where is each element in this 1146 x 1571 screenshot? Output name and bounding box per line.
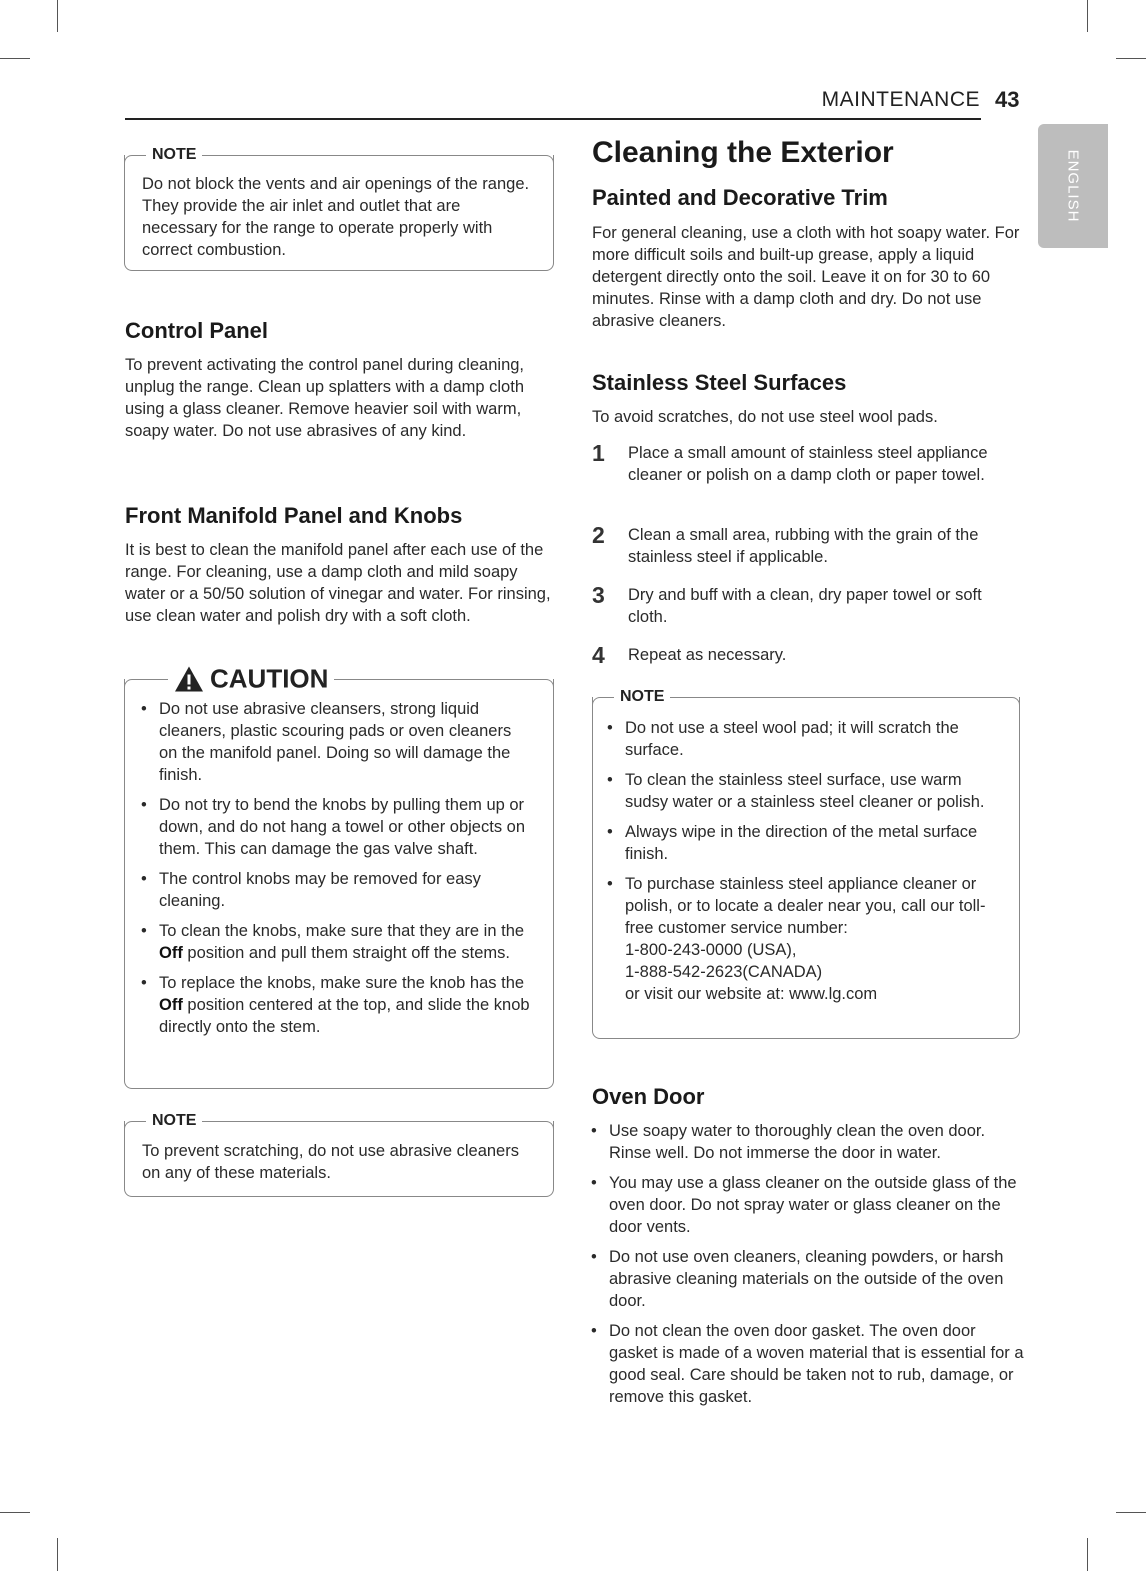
list-item-text: position centered at the top, and slide the knob directly onto the stem. <box>159 996 530 1036</box>
crop-mark <box>0 58 30 59</box>
language-tab <box>1038 124 1108 248</box>
list-item <box>603 873 1008 1005</box>
list-item: • Do not use abrasive cleansers, strong liquid cleaners, plastic scouring pads or oven cleaners on the manifold panel. Doing so will damage the finish. <box>137 698 532 786</box>
header-divider <box>125 118 981 120</box>
oven-door-list <box>587 1120 1027 1416</box>
note-text: To prevent scratching, do not use abrasive cleaners on any of these materials. <box>142 1142 519 1182</box>
step-text: Repeat as necessary. <box>628 646 787 664</box>
paragraph: It is best to clean the manifold panel after each use of the range. For cleaning, use a damp cloth and mild soapy water or a 50/50 solution of vinegar and water. For rinsing, use clean water and polish dry with a soft cloth. <box>125 541 551 625</box>
list-item: • You may use a glass cleaner on the outside glass of the oven door. Do not spray water or glass cleaner on the door vents. <box>587 1172 1027 1238</box>
step-item <box>592 524 1022 568</box>
list-item: • Do not use oven cleaners, cleaning powders, or harsh abrasive cleaning materials on the outside of the oven door. <box>587 1246 1027 1312</box>
crop-mark <box>57 1538 58 1571</box>
list-item: • Always wipe in the direction of the metal surface finish. <box>603 821 1008 865</box>
phone-canada: 1-888-542-2623(CANADA) <box>625 963 823 981</box>
section-heading: Front Manifold Panel and Knobs <box>125 503 463 528</box>
caution-list <box>137 698 532 1046</box>
crop-mark <box>1116 1512 1146 1513</box>
section-heading: Oven Door <box>592 1084 705 1109</box>
language-tab-label: ENGLISH <box>1064 149 1082 223</box>
list-item: • Do not clean the oven door gasket. The oven door gasket is made of a woven material that is essential for a good seal. Care should be taken not to rub, damage, or remove this gasket. <box>587 1320 1027 1408</box>
list-item <box>137 920 532 964</box>
list-item: • Do not use a steel wool pad; it will scratch the surface. <box>603 717 1008 761</box>
note-text: Do not block the vents and air openings of the range. They provide the air inlet and outlet that are necessary for the range to operate properly with correct combustion. <box>142 175 530 259</box>
step-text: Place a small amount of stainless steel appliance cleaner or polish on a damp cloth or paper towel. <box>628 444 988 484</box>
list-item <box>137 972 532 1038</box>
crop-mark <box>0 1512 30 1513</box>
step-item <box>592 584 1022 628</box>
step-text: Dry and buff with a clean, dry paper towel or soft cloth. <box>628 586 982 626</box>
note-label: NOTE <box>146 146 202 164</box>
step-text: Clean a small area, rubbing with the grain of the stainless steel if applicable. <box>628 526 979 566</box>
section-heading: Painted and Decorative Trim <box>592 185 888 210</box>
note-label: NOTE <box>614 688 670 706</box>
section-heading: Control Panel <box>125 318 269 343</box>
paragraph: To prevent activating the control panel during cleaning, unplug the range. Clean up splatters with a damp cloth using a glass cleaner. Remove heavier soil with warm, soapy water. Do not use abrasives of any kind. <box>125 356 525 440</box>
section-heading: Stainless Steel Surfaces <box>592 370 847 395</box>
paragraph: For general cleaning, use a cloth with hot soapy water. For more difficult soils and built-up grease, apply a liquid detergent directly onto the soil. Leave it on for 30 to 60 minutes. Rinse with a damp cloth and dry. Do not use abrasive cleaners. <box>592 224 1020 330</box>
step-number: 3 <box>592 582 605 608</box>
page-number: 43 <box>995 87 1020 112</box>
step-number: 2 <box>592 522 605 548</box>
crop-mark <box>1087 1538 1088 1571</box>
list-item-text: To replace the knobs, make sure the knob has the <box>159 974 525 992</box>
phone-usa: 1-800-243-0000 (USA), <box>625 941 797 959</box>
section-title: MAINTENANCE <box>821 88 980 111</box>
list-item-text: • To purchase stainless steel appliance cleaner or polish, or to locate a dealer near you, call our toll-free customer service number: <box>625 875 986 937</box>
caution-label <box>168 664 334 695</box>
list-item: • Do not try to bend the knobs by pulling them up or down, and do not hang a towel or other objects on them. This can damage the gas valve shaft. <box>137 794 532 860</box>
list-item: • To clean the stainless steel surface, use warm sudsy water or a stainless steel cleaner or polish. <box>603 769 1008 813</box>
caution-title: CAUTION <box>210 663 329 694</box>
list-item-text: position and pull them straight off the stems. <box>182 944 510 962</box>
crop-mark <box>1087 0 1088 32</box>
warning-icon <box>174 666 204 693</box>
note-list <box>603 717 1008 1013</box>
list-item-text: To clean the knobs, make sure that they are in the <box>159 922 525 940</box>
step-item <box>592 442 1022 486</box>
crop-mark <box>57 0 58 32</box>
list-item: • The control knobs may be removed for easy cleaning. <box>137 868 532 912</box>
step-number: 1 <box>592 440 605 466</box>
note-label: NOTE <box>146 1112 202 1130</box>
off-keyword: Off <box>159 996 183 1014</box>
step-number: 4 <box>592 642 605 668</box>
step-item <box>592 644 1022 666</box>
list-item: • Use soapy water to thoroughly clean the oven door. Rinse well. Do not immerse the door in water. <box>587 1120 1027 1164</box>
crop-mark <box>1116 58 1146 59</box>
page-title: Cleaning the Exterior <box>592 136 894 169</box>
paragraph: To avoid scratches, do not use steel wool pads. <box>592 408 938 426</box>
off-keyword: Off <box>159 944 183 962</box>
website-line: or visit our website at: www.lg.com <box>625 985 878 1003</box>
